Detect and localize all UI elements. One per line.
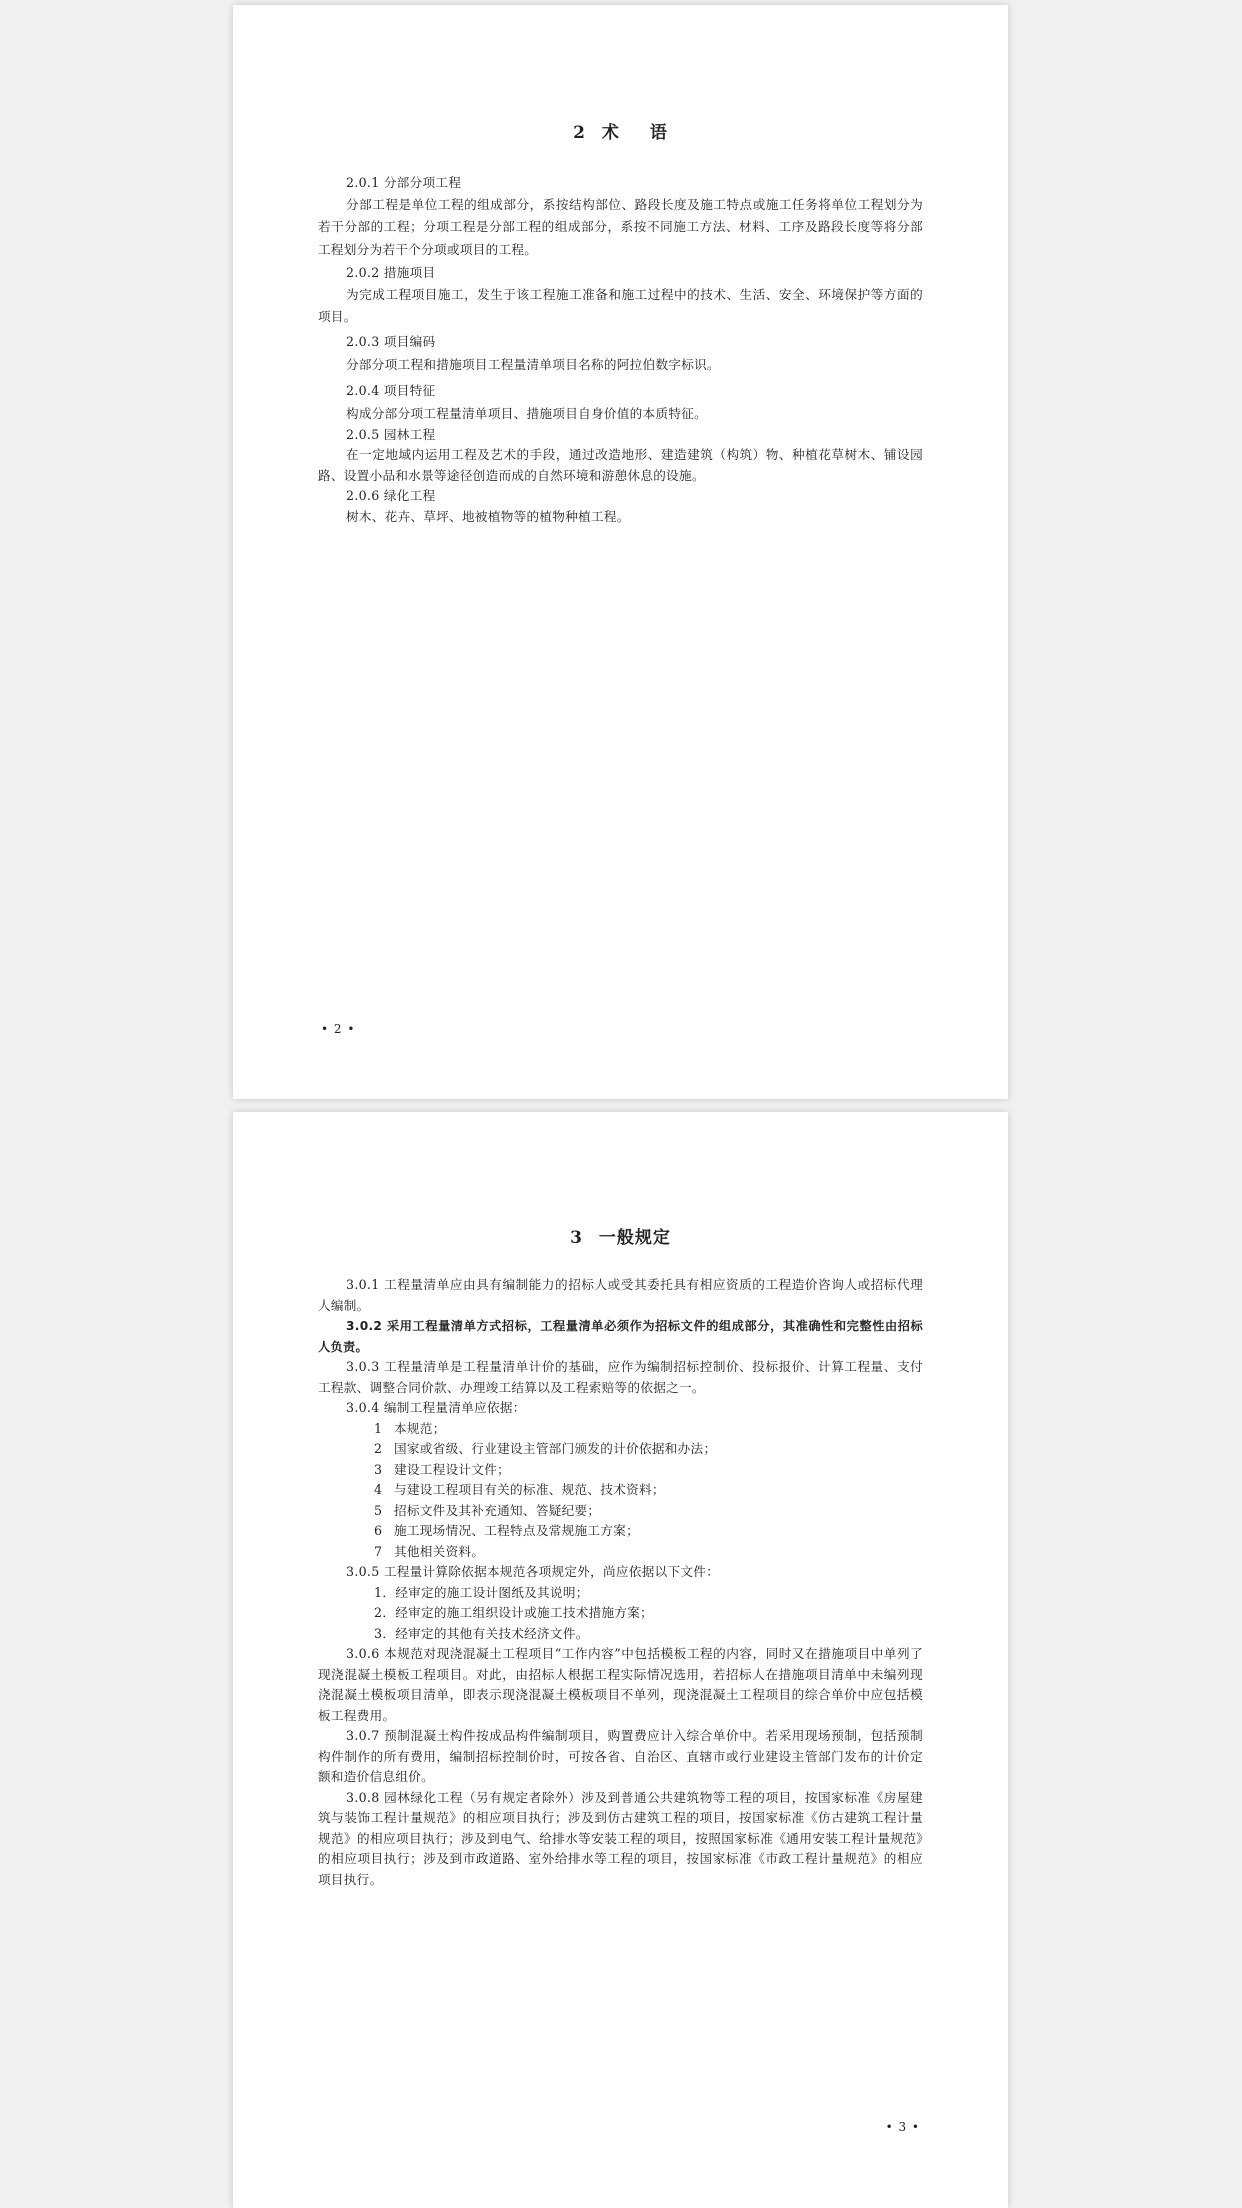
clause-body-2-0-2: 为完成工程项目施工，发生于该工程施工准备和施工过程中的技术、生活、安全、环境保护等方面的项目。 (318, 286, 923, 324)
clause-head-2-0-6: 2.0.6 绿化工程 (346, 488, 436, 503)
clause-body-2-0-1: 分部工程是单位工程的组成部分，系按结构部位、路段长度及施工特点或施工任务将单位工程划分为若干分部的工程；分项工程是分部工程的组成部分，系按不同施工方法、材料、工序及路段长度等将分部工程划分为若干个分项或项目的工程。 (318, 196, 923, 257)
list-item-1: 1 本规范； (374, 1420, 446, 1436)
clause-3-0-5-head: 3.0.5 工程量计算除依据本规范各项规定外，尚应依据以下文件： (346, 1564, 720, 1579)
list-item-4: 4 与建设工程项目有关的标准、规范、技术资料； (374, 1482, 665, 1497)
clause-head-2-0-1: 2.0.1 分部分项工程 (346, 175, 462, 190)
chapter-title-text: 一般规定 (598, 1228, 671, 1248)
list-item-3: 3 建设工程设计文件； (374, 1461, 511, 1477)
clause-body-2-0-6: 树木、花卉、草坪、地被植物等的植物种植工程。 (346, 508, 630, 524)
doc-list-item-3: 3．经审定的其他有关技术经济文件。 (374, 1625, 589, 1641)
chapter-title-part-b: 语 (649, 123, 668, 143)
document-page-3 (233, 1112, 1008, 2208)
chapter-title-part-a: 术 (601, 123, 620, 143)
clause-head-2-0-3: 2.0.3 项目编码 (346, 333, 436, 349)
chapter-2-title (233, 118, 1008, 143)
clause-3-0-7: 3.0.7 预制混凝土构件按成品构件编制项目，购置费应计入综合单价中。若采用现场预制，包括预制构件制作的所有费用，编制招标控制价时，可按各省、自治区、直辖市或行业建设主管部门发布的计价定额和造价信息组价。 (318, 1728, 923, 1784)
chapter-3-title (233, 1223, 1008, 1248)
list-item-6: 6 施工现场情况、工程特点及常规施工方案； (374, 1523, 639, 1538)
doc-list-item-1: 1．经审定的施工设计图纸及其说明； (374, 1584, 589, 1600)
clause-head-2-0-4: 2.0.4 项目特征 (346, 382, 436, 398)
clause-3-0-3: 3.0.3 工程量清单是工程量清单计价的基础，应作为编制招标控制价、投标报价、计算工程量、支付工程款、调整合同价款、办理竣工结算以及工程索赔等的依据之一。 (318, 1359, 923, 1395)
page-number: • 2 • (321, 1022, 356, 1036)
list-item-5: 5 招标文件及其补充通知、答疑纪要； (374, 1502, 601, 1518)
clause-3-0-2: 3.0.2 采用工程量清单方式招标，工程量清单必须作为招标文件的组成部分，其准确性和完整性由招标人负责。 (318, 1319, 923, 1354)
clause-head-2-0-5: 2.0.5 园林工程 (346, 426, 436, 442)
clause-3-0-8: 3.0.8 园林绿化工程（另有规定者除外）涉及到普通公共建筑物等工程的项目，按国家标准《房屋建筑与装饰工程计量规范》的相应项目执行；涉及到仿古建筑工程的项目，按国家标准《仿古建筑工程计量规范》的相应项目执行；涉及到电气、给排水等安装工程的项目，按照国家标准《通用安装工程计量规范》的相应项目执行；涉及到市政道路、室外给排水等工程的项目，按国家标准《市政工程计量规范》的相应项目执行。 (318, 1789, 923, 1887)
clause-body-2-0-5: 在一定地域内运用工程及艺术的手段，通过改造地形、建造建筑（构筑）物、种植花草树木、铺设园路、设置小品和水景等途径创造而成的自然环境和游憩休息的设施。 (318, 447, 923, 483)
clause-3-0-6: 3.0.6 本规范对现浇混凝土工程项目“工作内容”中包括模板工程的内容，同时又在措施项目中单列了现浇混凝土模板工程项目。对此，由招标人根据工程实际情况选用，若招标人在措施项目清单中未编列现浇混凝土模板项目清单，即表示现浇混凝土模板项目不单列，现浇混凝土工程项目的综合单价中应包括模板工程费用。 (318, 1646, 923, 1723)
document-page-2 (233, 5, 1008, 1099)
list-item-2: 2 国家或省级、行业建设主管部门颁发的计价依据和办法； (374, 1441, 717, 1456)
clause-head-2-0-2: 2.0.2 措施项目 (346, 265, 436, 280)
list-item-7: 7 其他相关资料。 (374, 1543, 485, 1559)
chapter-number: 3 (570, 1228, 583, 1248)
chapter-2-body (318, 173, 923, 527)
chapter-number: 2 (573, 123, 586, 143)
page-number: • 3 • (885, 2120, 920, 2134)
doc-list-item-2: 2．经审定的施工组织设计或施工技术措施方案； (374, 1605, 654, 1620)
clause-body-2-0-4: 构成分部分项工程量清单项目、措施项目自身价值的本质特征。 (346, 406, 708, 421)
clause-body-2-0-3: 分部分项工程和措施项目工程量清单项目名称的阿拉伯数字标识。 (346, 357, 720, 372)
clause-3-0-4-head: 3.0.4 编制工程量清单应依据： (346, 1400, 526, 1415)
clause-3-0-1: 3.0.1 工程量清单应由具有编制能力的招标人或受其委托具有相应资质的工程造价咨询人或招标代理人编制。 (318, 1277, 923, 1313)
chapter-3-body (318, 1275, 923, 1890)
